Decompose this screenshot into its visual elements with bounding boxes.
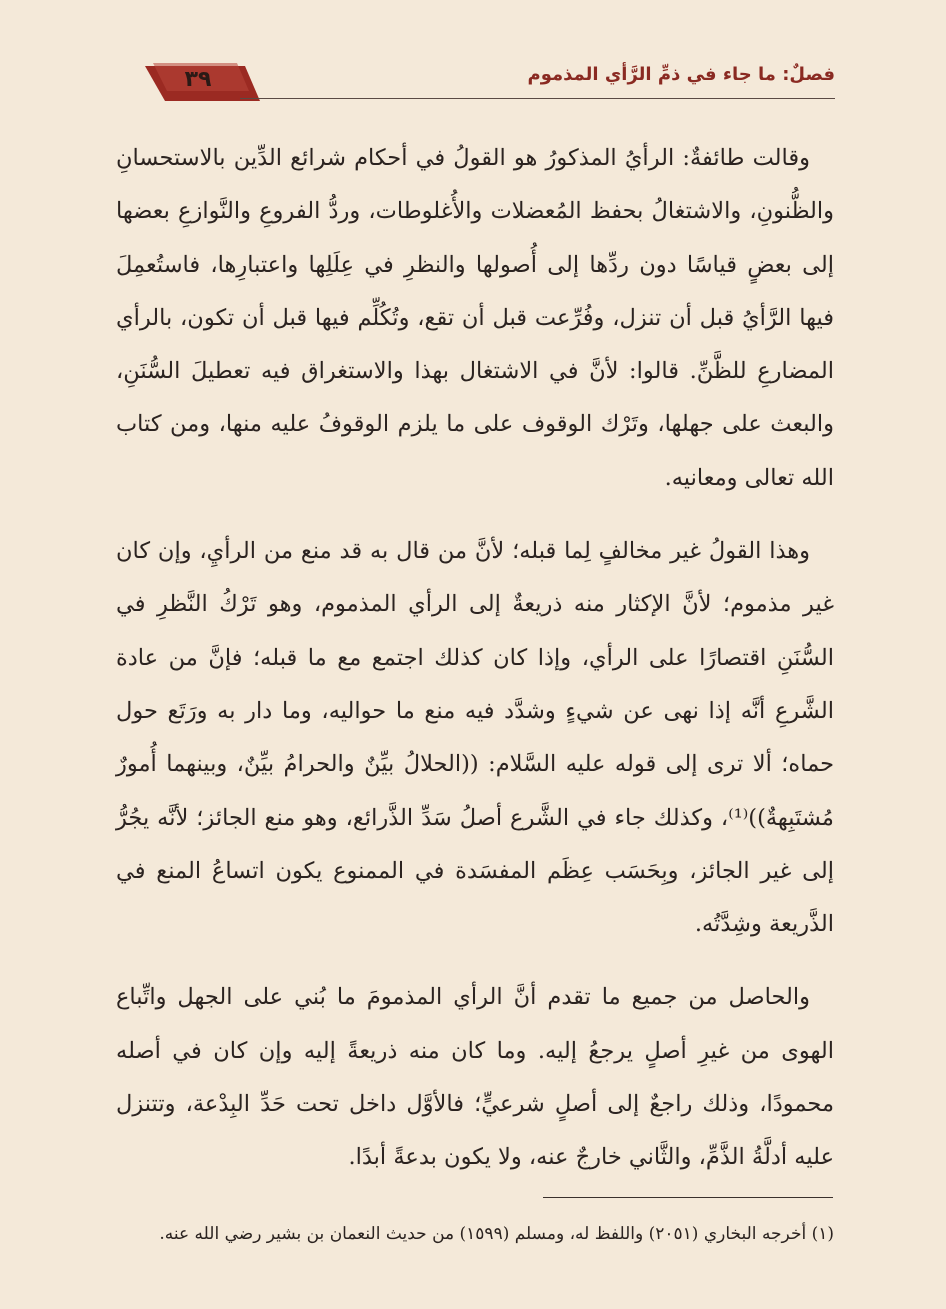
paragraph-1: وقالت طائفةٌ: الرأيُ المذكورُ هو القولُ في أحكام شرائع الدِّين بالاستحسانِ والظُّنونِ، والاشتغالُ بحفظ المُعضلات والأُغلوطات، وردُّ الفروعِ والنَّوازعِ بعضها إلى بعضٍ قياسًا دون ردِّها إلى أُصولها والنظرِ في عِلَلِها واعتبارِها، فاستُعمِلَ فيها الرَّأيُ قبل أن تنزل، وفُرِّعت قبل أن تقع، وتُكُلِّم فيها قبل أن تكون، بالرأي المضارعِ للظَّنِّ. قالوا: لأنَّ في الاشتغال بهذا والاستغراق فيه تعطيلَ السُّنَنِ، والبعث على جهلها، وتَرْك الوقوف على ما يلزم الوقوفُ عليه منها، ومن كتاب الله تعالى ومعانيه. [116,145,834,491]
running-header [145,58,835,102]
paragraph-3: والحاصل من جميع ما تقدم أنَّ الرأي المذمومَ ما بُني على الجهل واتِّباع الهوى من غيرِ أصلٍ يرجعُ إليه. وما كان منه ذريعةً إليه وإن كان في أصله محمودًا، وذلك راجعٌ إلى أصلٍ شرعيٍّ؛ فالأوَّل داخل تحت حَدِّ البِدْعة، وتتنزل عليه أدلَّةُ الذَّمِّ، والثَّاني خارجٌ عنه، ولا يكون بدعةً أبدًا. [116,984,834,1171]
page-number: ٣٩ [184,67,212,92]
chapter-title: فصلٌ: ما جاء في ذمِّ الرَّأي المذموم [527,64,835,85]
footnote: (١) أخرجه البخاري (٢٠٥١) واللفظ له، ومسلم (١٥٩٩) من حديث النعمان بن بشير رضي الله عنه. [159,1224,834,1244]
main-text [116,132,834,1205]
header-rule [240,98,835,99]
page-number-tab [145,63,260,101]
paragraph-2: وهذا القولُ غير مخالفٍ لِما قبله؛ لأنَّ من قال به قد منع من الرأيِ، وإن كان غير مذموم؛ لأنَّ الإكثار منه ذريعةٌ إلى الرأي المذموم، وهو تَرْكُ النَّظرِ في السُّنَنِ اقتصارًا على الرأي، وإذا كان كذلك اجتمع مع ما قبله؛ فإنَّ من عادة الشَّرعِ أنَّه إذا نهى عن شيءٍ وشدَّد فيه منع ما حواليه، وما دار به ورَتَع حول حماه؛ ألا ترى إلى قوله عليه السَّلام: ((الحلالُ بيِّنٌ والحرامُ بيِّنٌ، وبينهما أُمورٌ مُشتَبِهةٌ))⁽¹⁾، وكذلك جاء في الشَّرع أصلُ سَدِّ الذَّرائع، وهو منع الجائز؛ لأنَّه يجُرُّ إلى غير الجائز، وبِحَسَب عِظَم المفسَدة في الممنوع يكون اتساعُ المنع في الذَّريعة وشِدَّتُه. [116,538,834,938]
footnote-separator [543,1197,833,1198]
